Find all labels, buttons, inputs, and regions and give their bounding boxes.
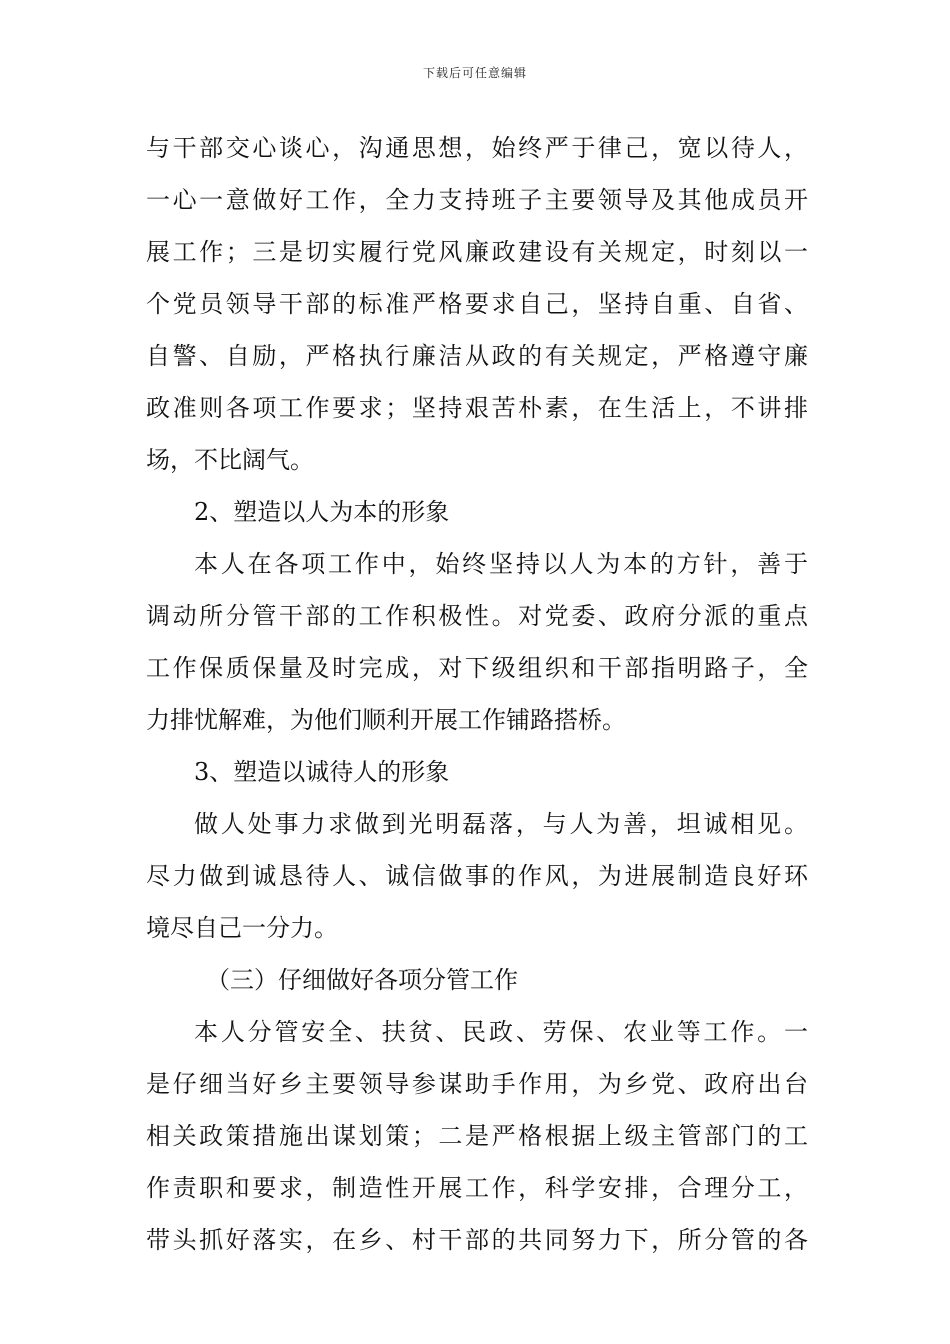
section-heading: 2、塑造以人为本的形象 <box>194 498 450 526</box>
paragraph-line: 带头抓好落实，在乡、村干部的共同努力下，所分管的各 <box>146 1226 808 1254</box>
paragraph-line: 政准则各项工作要求；坚持艰苦朴素，在生活上，不讲排 <box>146 394 808 422</box>
paragraph-line: 工作保质保量及时完成，对下级组织和干部指明路子，全 <box>146 654 808 682</box>
paragraph-line: 力排忧解难，为他们顺利开展工作铺路搭桥。 <box>146 706 626 734</box>
paragraph-line: 相关政策措施出谋划策；二是严格根据上级主管部门的工 <box>146 1122 808 1150</box>
paragraph-line: 本人分管安全、扶贫、民政、劳保、农业等工作。一 <box>194 1018 808 1046</box>
paragraph-line: 尽力做到诚恳待人、诚信做事的作风，为进展制造良好环 <box>146 862 808 890</box>
document-body <box>146 122 808 1266</box>
paragraph-line: 调动所分管干部的工作积极性。对党委、政府分派的重点 <box>146 602 808 630</box>
paragraph-line: 场，不比阔气。 <box>146 446 314 474</box>
page-header: 下载后可任意编辑 <box>422 66 527 80</box>
paragraph-line: 与干部交心谈心，沟通思想，始终严于律己，宽以待人， <box>146 134 808 162</box>
paragraph-line: 本人在各项工作中，始终坚持以人为本的方针，善于 <box>194 550 808 578</box>
paragraph-line: 一心一意做好工作，全力支持班子主要领导及其他成员开 <box>146 186 808 214</box>
paragraph-line: 境尽自己一分力。 <box>146 914 338 942</box>
paragraph-line: 是仔细当好乡主要领导参谋助手作用，为乡党、政府出台 <box>146 1070 808 1098</box>
paragraph-line: 做人处事力求做到光明磊落，与人为善，坦诚相见。 <box>194 810 808 838</box>
section-heading: （三）仔细做好各项分管工作 <box>206 966 518 994</box>
paragraph-line: 自警、自励，严格执行廉洁从政的有关规定，严格遵守廉 <box>146 342 808 370</box>
paragraph-line: 作责职和要求，制造性开展工作，科学安排，合理分工， <box>146 1174 808 1202</box>
section-heading: 3、塑造以诚待人的形象 <box>194 758 450 786</box>
paragraph-line: 展工作；三是切实履行党风廉政建设有关规定，时刻以一 <box>146 238 808 266</box>
paragraph-line: 个党员领导干部的标准严格要求自己，坚持自重、自省、 <box>146 290 808 318</box>
